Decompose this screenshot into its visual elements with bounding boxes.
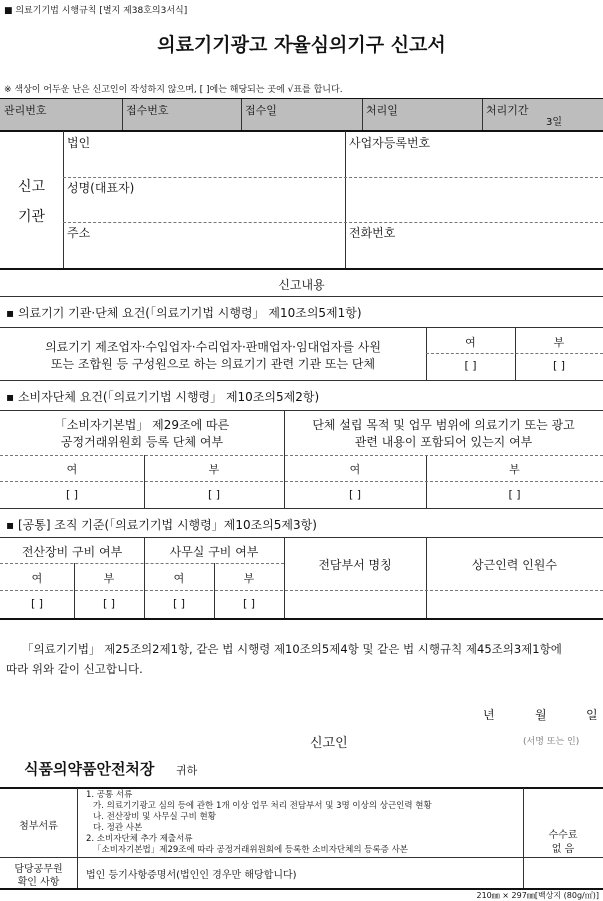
instruction-note: ※ 색상이 어두운 난은 신고인이 작성하지 않으며, [ ]에는 해당되는 곳에 √표를 합니다. (4, 85, 343, 95)
fee-label: 수수료 (548, 830, 578, 841)
req2-col2-line1: 단체 설립 목적 및 업무 범위에 의료기기 또는 광고 (312, 418, 575, 432)
address-label: 주소 (67, 226, 91, 240)
corporation-label: 법인 (67, 136, 91, 150)
attachments-label: 첨부서류 (19, 821, 58, 832)
official-check-text: 법인 등기사항증명서(법인인 경우만 해당합니다) (86, 870, 297, 881)
attachments-list (86, 790, 432, 856)
req3-no1-label: 부 (103, 572, 115, 585)
req2-title: ▪ 소비자단체 요건(「의료기기법 시행령」 제10조의5제2항) (6, 390, 320, 404)
attachment-line-3: 나. 전산장비 및 사무실 구비 현황 (93, 812, 216, 822)
req1-yes-label: 여 (465, 336, 476, 349)
process-period-value: 3일 (546, 117, 563, 128)
month-label: 월 (535, 708, 547, 722)
form-title: 의료기기광고 자율심의기구 신고서 (157, 34, 446, 56)
phone-label: 전화번호 (349, 226, 396, 240)
req2-yes1-label: 여 (66, 463, 78, 476)
business-reg-no-label: 사업자등록번호 (349, 136, 431, 150)
representative-name-label: 성명(대표자) (67, 181, 135, 195)
req2-yes1-checkbox[interactable]: [ ] (65, 488, 79, 501)
req2-yes2-checkbox[interactable]: [ ] (348, 488, 362, 501)
mgmt-no-label: 관리번호 (4, 104, 47, 117)
req3-no2-label: 부 (243, 572, 255, 585)
content-heading: 신고내용 (278, 278, 325, 292)
req2-yes2-label: 여 (349, 463, 361, 476)
req3-no1-checkbox[interactable]: [ ] (102, 597, 116, 610)
equipment-label: 전산장비 구비 여부 (21, 545, 123, 559)
process-period-label: 처리기간 (486, 104, 529, 117)
staff-count-label: 상근인력 인원수 (472, 558, 557, 572)
req2-no2-checkbox[interactable]: [ ] (508, 488, 521, 501)
req3-yes1-label: 여 (31, 572, 43, 585)
official-label-1: 담당공무원 (14, 864, 63, 875)
statement-line2: 따라 위와 같이 신고합니다. (6, 662, 143, 676)
req1-yes-checkbox[interactable]: [ ] (464, 359, 477, 372)
req3-yes2-label: 여 (173, 572, 185, 585)
office-label: 사무실 구비 여부 (169, 545, 259, 559)
sign-hint: (서명 또는 인) (523, 737, 580, 747)
official-label-2: 확인 사항 (17, 877, 60, 888)
req3-no2-checkbox[interactable]: [ ] (242, 597, 256, 610)
day-label: 일 (586, 708, 598, 722)
receipt-no-label: 접수번호 (126, 104, 169, 117)
process-date-label: 처리일 (366, 104, 398, 117)
req1-title: ▪ 의료기기 기관·단체 요건(「의료기기법 시행령」 제10조의5제1항) (6, 306, 362, 320)
attachment-line-5: 2. 소비자단체 추가 제출서류 (86, 834, 193, 844)
attachment-line-1: 1. 공통 서류 (86, 790, 133, 800)
req2-col1-line2: 공정거래위원회 등록 단체 여부 (60, 435, 224, 449)
section-label-reporter-2: 기관 (17, 209, 46, 225)
statement-line1: 「의료기기법」 제25조의2제1항, 같은 법 시행령 제10조의5제4항 및 같은 법 시행규칙 제45조의3제1항에 (22, 642, 562, 656)
req3-yes1-checkbox[interactable]: [ ] (30, 597, 44, 610)
req2-col2-line2: 관련 내용이 포함되어 있는지 여부 (354, 435, 533, 449)
req3-title: ▪ [공통] 조직 기준(「의료기기법 시행령」제10조의5제3항) (6, 518, 317, 532)
section-label-reporter-1: 신고 (17, 179, 46, 195)
req1-no-label: 부 (553, 336, 565, 349)
req1-no-checkbox[interactable]: [ ] (552, 359, 566, 372)
fee-value: 없 음 (551, 844, 575, 855)
attachment-line-6: 「소비자기본법」제29조에 따라 공정거래위원회에 등록한 소비자단체의 등록증 사본 (93, 845, 408, 855)
req1-desc-line2: 또는 조합원 등 구성원으로 하는 의료기기 관련 기관 또는 단체 (50, 357, 376, 371)
year-label: 년 (483, 708, 495, 722)
recipient-suffix: 귀하 (176, 764, 198, 777)
req1-desc-line1: 의료기기 제조업자·수입업자·수리업자·판매업자·임대업자를 사원 (45, 340, 381, 354)
req2-no1-label: 부 (208, 463, 220, 476)
req3-yes2-checkbox[interactable]: [ ] (172, 597, 186, 610)
paper-spec: 210㎜ × 297㎜[백상지 (80g/㎡)] (476, 891, 599, 900)
attachment-line-4: 다. 정관 사본 (93, 823, 143, 833)
attachment-line-2: 가. 의료기기광고 심의 등에 관한 1개 이상 업무 처리 전담부서 및 3명 이상의 상근인력 현황 (93, 801, 432, 811)
dept-name-label: 전담부서 명칭 (318, 558, 392, 572)
req2-no1-checkbox[interactable]: [ ] (207, 488, 221, 501)
reporter-label: 신고인 (310, 736, 348, 751)
req2-no2-label: 부 (509, 463, 520, 476)
req2-col1-line1: 「소비자기본법」 제29조에 따른 (54, 418, 230, 432)
recipient-name: 식품의약품안전처장 (24, 760, 155, 778)
receipt-date-label: 접수일 (245, 104, 277, 117)
regulation-reference: ■ 의료기기법 시행규칙 [별지 제38호의3서식] (4, 6, 188, 16)
